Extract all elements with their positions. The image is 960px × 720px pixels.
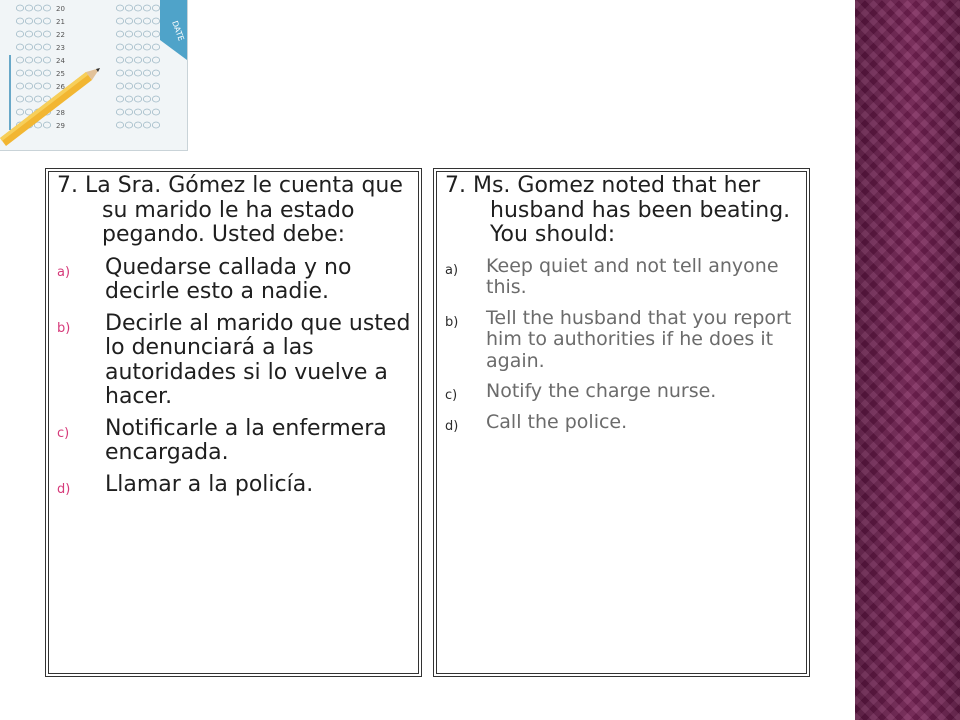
question-number: 20 [56, 5, 65, 13]
question-number: 22 [56, 31, 65, 39]
option-marker: b) [445, 314, 459, 330]
spanish-question-text: 7. La Sra. Gómez le cuenta que su marido le ha estado pegando. Usted debe: [57, 173, 403, 247]
question-number: 23 [56, 44, 65, 52]
question-number: 24 [56, 57, 65, 65]
spanish-option-d [57, 473, 413, 498]
question-number: 21 [56, 18, 65, 26]
question-number: 25 [56, 70, 65, 78]
english-option-c [445, 381, 801, 403]
english-question-panel [433, 168, 810, 677]
option-marker: a) [57, 264, 71, 280]
question-number: 26 [56, 83, 65, 91]
answer-sheet-illustration [0, 0, 187, 150]
option-marker: c) [57, 425, 70, 441]
option-marker: c) [445, 388, 458, 403]
english-question-content [445, 174, 801, 442]
option-marker: a) [445, 262, 459, 278]
option-text: Keep quiet and not tell anyone this. [486, 254, 779, 298]
spanish-options-list [57, 256, 413, 498]
option-text: Notify the charge nurse. [486, 380, 717, 402]
option-text: Notificarle a la enfermera encargada. [105, 415, 387, 465]
option-text: Quedarse callada y no decirle esto a nadie. [105, 254, 352, 304]
option-text: Tell the husband that you report him to authorities if he does it again. [486, 306, 792, 372]
answer-sheet-photo [0, 0, 188, 151]
option-text: Call the police. [486, 410, 628, 433]
date-stamp-text: DATE [170, 19, 186, 43]
english-option-b [445, 308, 801, 373]
option-text: Decirle al marido que usted lo denunciará a las autoridades si lo vuelve a hacer. [105, 310, 411, 409]
option-marker: d) [57, 481, 71, 497]
option-text: Llamar a la policía. [105, 471, 314, 497]
question-number: 28 [56, 109, 65, 117]
spanish-question-panel [45, 168, 422, 677]
english-question-text: 7. Ms. Gomez noted that her husband has been beating. You should: [445, 173, 791, 247]
english-option-a [445, 256, 801, 299]
spanish-option-c [57, 417, 413, 466]
spanish-option-b [57, 312, 413, 410]
decorative-side-band [855, 0, 960, 720]
english-option-d [445, 412, 801, 434]
option-marker: d) [445, 418, 459, 434]
spanish-question-content [57, 174, 413, 504]
question-number: 29 [56, 122, 65, 130]
spanish-option-a [57, 256, 413, 305]
option-marker: b) [57, 320, 71, 336]
english-options-list [445, 256, 801, 434]
